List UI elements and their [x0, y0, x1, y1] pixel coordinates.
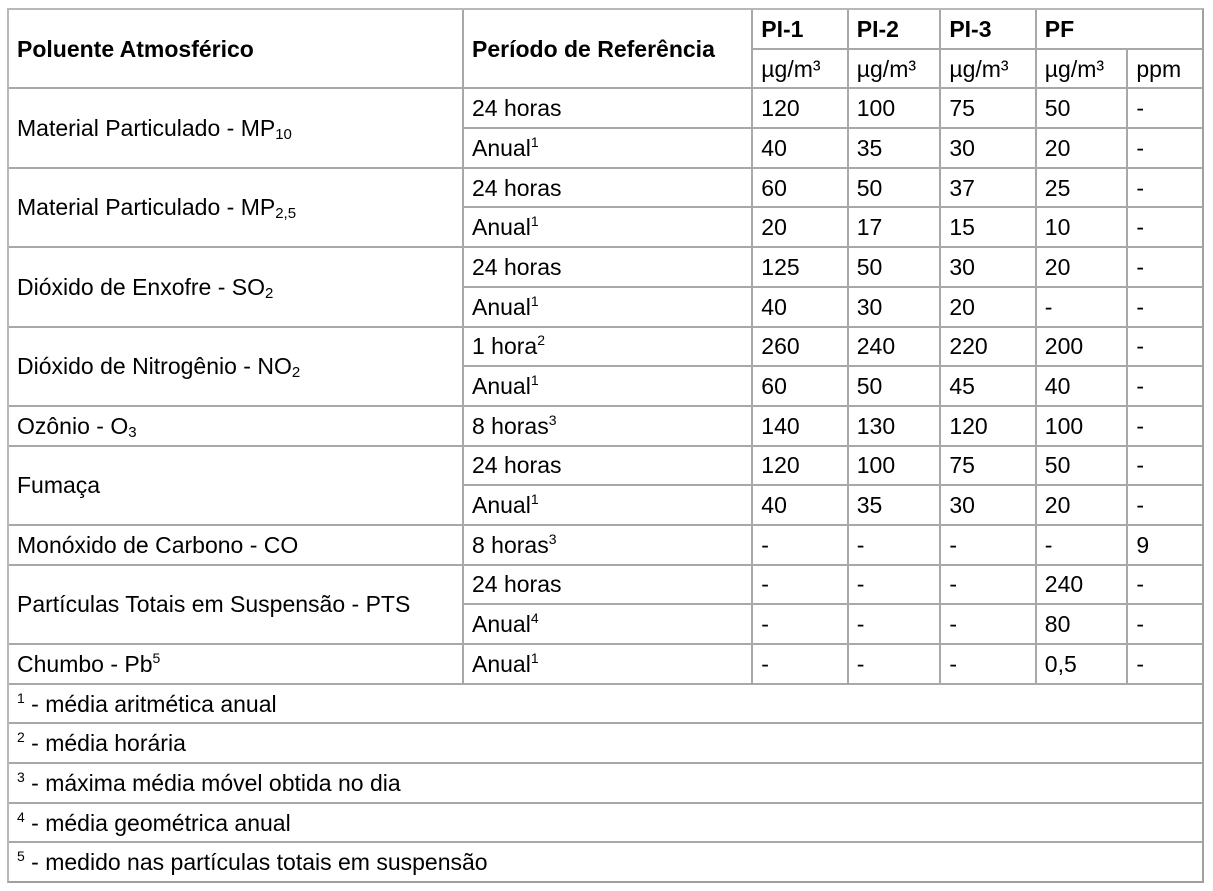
value-pf: 0,5 — [1037, 645, 1129, 685]
value-pi1: - — [753, 566, 848, 606]
period-footnote-mark: 1 — [530, 213, 539, 230]
footnote-row — [9, 843, 1202, 881]
pollutant-name: Partículas Totais em Suspensão - PTS — [17, 591, 411, 618]
pollutant-name: Dióxido de Enxofre - SO — [17, 273, 266, 300]
period-cell — [464, 645, 753, 685]
value-pi2: 130 — [849, 407, 942, 447]
footnote-cell — [9, 843, 1202, 881]
pollutant-cell — [9, 526, 464, 566]
value-pi3: - — [941, 645, 1036, 685]
pollutant-name: Dióxido de Nitrogênio - NO — [17, 353, 292, 380]
pollutant-cell — [9, 447, 464, 526]
period-cell — [464, 566, 753, 606]
period-label: Anual — [472, 134, 531, 161]
value-pi1: 120 — [753, 447, 848, 487]
air-quality-standards-table — [7, 8, 1204, 883]
value-ppm: - — [1128, 407, 1202, 447]
value-pf: 100 — [1037, 407, 1129, 447]
footnote-row — [9, 685, 1202, 725]
period-footnote-mark: 1 — [530, 649, 539, 666]
period-label: 24 horas — [472, 95, 562, 122]
pollutant-name: Chumbo - Pb — [17, 650, 153, 677]
value-pi3: - — [941, 605, 1036, 645]
header-pi1: PI-1 — [753, 10, 848, 50]
period-footnote-mark: 1 — [530, 292, 539, 309]
period-cell — [464, 367, 753, 407]
value-pi1: 20 — [753, 208, 848, 248]
footnote-mark: 2 — [17, 729, 25, 746]
footnote-text: - média aritmética anual — [24, 690, 277, 717]
value-pi3: 45 — [941, 367, 1036, 407]
value-pi2: - — [849, 526, 942, 566]
footnote-row — [9, 764, 1202, 804]
table-row — [9, 407, 1202, 447]
period-cell — [464, 605, 753, 645]
value-pi3: - — [941, 526, 1036, 566]
period-label: 8 horas — [472, 412, 549, 439]
footnote-mark: 3 — [17, 768, 25, 785]
period-label: Anual — [472, 214, 531, 241]
value-pf: 20 — [1037, 129, 1129, 169]
unit-pf-ug: µg/m³ — [1037, 50, 1129, 90]
period-footnote-mark: 3 — [548, 530, 557, 547]
footnote-cell — [9, 764, 1202, 804]
value-pi1: 120 — [753, 89, 848, 129]
pollutant-name: Material Particulado - MP — [17, 115, 276, 142]
value-pi3: 37 — [941, 169, 1036, 209]
value-ppm: - — [1128, 328, 1202, 368]
footnote-cell — [9, 804, 1202, 844]
pollutant-subscript: 2,5 — [275, 205, 297, 223]
period-cell — [464, 486, 753, 526]
value-pi2: 50 — [849, 169, 942, 209]
footnote-mark: 4 — [17, 808, 25, 825]
value-pi2: - — [849, 645, 942, 685]
footnote-mark: 5 — [17, 848, 25, 865]
period-footnote-mark: 2 — [537, 332, 546, 349]
pollutant-subscript: 2 — [291, 364, 301, 382]
value-pf: 80 — [1037, 605, 1129, 645]
period-cell — [464, 526, 753, 566]
value-pi3: 75 — [941, 89, 1036, 129]
footnote-cell — [9, 685, 1202, 725]
value-pi2: 30 — [849, 288, 942, 328]
value-pi3: 30 — [941, 129, 1036, 169]
value-pi1: 125 — [753, 248, 848, 288]
value-ppm: - — [1128, 248, 1202, 288]
period-footnote-mark: 3 — [548, 411, 557, 428]
value-pi3: 30 — [941, 486, 1036, 526]
value-pi2: 35 — [849, 129, 942, 169]
period-label: Anual — [472, 611, 531, 638]
period-cell — [464, 129, 753, 169]
pollutant-name: Monóxido de Carbono - CO — [17, 531, 299, 558]
value-ppm: - — [1128, 605, 1202, 645]
header-period: Período de Referência — [464, 10, 753, 89]
value-ppm: - — [1128, 169, 1202, 209]
period-label: 8 horas — [472, 531, 549, 558]
pollutant-subscript: 2 — [265, 284, 274, 302]
header-pi3: PI-3 — [941, 10, 1036, 50]
value-pi3: 15 — [941, 208, 1036, 248]
period-label: 24 horas — [472, 452, 562, 479]
period-footnote-mark: 1 — [530, 133, 539, 150]
value-pf: 50 — [1037, 89, 1129, 129]
value-pi3: 75 — [941, 447, 1036, 487]
footnote-text: - medido nas partículas totais em suspensão — [24, 849, 488, 876]
value-pf: 20 — [1037, 248, 1129, 288]
period-cell — [464, 288, 753, 328]
value-pi1: 140 — [753, 407, 848, 447]
value-pi2: 50 — [849, 248, 942, 288]
value-pi2: 17 — [849, 208, 942, 248]
period-cell — [464, 328, 753, 368]
value-pi1: 60 — [753, 169, 848, 209]
pollutant-cell — [9, 645, 464, 685]
pollutant-cell — [9, 328, 464, 407]
period-label: Anual — [472, 492, 531, 519]
period-label: Anual — [472, 373, 531, 400]
period-cell — [464, 248, 753, 288]
value-pi3: - — [941, 566, 1036, 606]
value-ppm: - — [1128, 208, 1202, 248]
value-pi2: 240 — [849, 328, 942, 368]
value-pf: 20 — [1037, 486, 1129, 526]
pollutant-name: Material Particulado - MP — [17, 194, 276, 221]
value-ppm: - — [1128, 645, 1202, 685]
value-pi1: 40 — [753, 486, 848, 526]
pollutant-subscript: 10 — [275, 126, 292, 144]
period-cell — [464, 89, 753, 129]
value-pf: 200 — [1037, 328, 1129, 368]
pollutant-cell — [9, 566, 464, 645]
value-pi1: 40 — [753, 288, 848, 328]
period-cell — [464, 208, 753, 248]
value-pf: 10 — [1037, 208, 1129, 248]
period-label: 24 horas — [472, 571, 562, 598]
unit-pi1: µg/m³ — [753, 50, 848, 90]
header-pf: PF — [1037, 10, 1202, 50]
value-ppm: - — [1128, 288, 1202, 328]
table-row — [9, 645, 1202, 685]
unit-pi3: µg/m³ — [941, 50, 1036, 90]
unit-pf-ppm: ppm — [1128, 50, 1202, 90]
period-label: 1 hora — [472, 333, 538, 360]
period-cell — [464, 169, 753, 209]
pollutant-name: Ozônio - O — [17, 412, 129, 439]
value-ppm: - — [1128, 486, 1202, 526]
value-pi3: 220 — [941, 328, 1036, 368]
period-cell — [464, 407, 753, 447]
pollutant-subscript: 3 — [128, 423, 137, 441]
footnote-text: - máxima média móvel obtida no dia — [24, 769, 401, 796]
table-row — [9, 447, 1202, 487]
table-row — [9, 566, 1202, 606]
value-ppm: - — [1128, 447, 1202, 487]
value-ppm: - — [1128, 367, 1202, 407]
pollutant-cell — [9, 89, 464, 168]
pollutant-cell — [9, 248, 464, 327]
value-pi1: - — [753, 645, 848, 685]
value-ppm: - — [1128, 129, 1202, 169]
value-pf: 25 — [1037, 169, 1129, 209]
value-pi1: 60 — [753, 367, 848, 407]
value-pi3: 120 — [941, 407, 1036, 447]
table-row — [9, 169, 1202, 209]
footnote-row — [9, 724, 1202, 764]
value-ppm: - — [1128, 89, 1202, 129]
value-pf: - — [1037, 288, 1129, 328]
table-row — [9, 526, 1202, 566]
value-pi1: 40 — [753, 129, 848, 169]
period-footnote-mark: 4 — [530, 610, 539, 627]
value-pf: 50 — [1037, 447, 1129, 487]
footnote-row — [9, 804, 1202, 844]
footnote-text: - média horária — [24, 730, 186, 757]
value-ppm: - — [1128, 566, 1202, 606]
period-label: 24 horas — [472, 253, 562, 280]
value-pf: 40 — [1037, 367, 1129, 407]
table-row — [9, 89, 1202, 129]
footnote-mark: 1 — [17, 689, 25, 706]
value-pi2: - — [849, 566, 942, 606]
value-pi2: 100 — [849, 89, 942, 129]
value-pi2: 50 — [849, 367, 942, 407]
footnote-text: - média geométrica anual — [24, 809, 291, 836]
header-pi2: PI-2 — [849, 10, 942, 50]
table-row — [9, 328, 1202, 368]
header-row-1 — [9, 10, 1202, 50]
pollutant-footnote-mark: 5 — [152, 649, 161, 666]
period-footnote-mark: 1 — [530, 491, 539, 508]
period-label: Anual — [472, 293, 531, 320]
pollutant-cell — [9, 407, 464, 447]
value-pi2: 100 — [849, 447, 942, 487]
value-pi1: 260 — [753, 328, 848, 368]
value-ppm: 9 — [1128, 526, 1202, 566]
period-label: 24 horas — [472, 174, 562, 201]
footnote-cell — [9, 724, 1202, 764]
table-row — [9, 248, 1202, 288]
value-pi1: - — [753, 526, 848, 566]
pollutant-name: Fumaça — [17, 472, 101, 499]
period-label: Anual — [472, 650, 531, 677]
value-pi3: 20 — [941, 288, 1036, 328]
value-pi2: 35 — [849, 486, 942, 526]
period-footnote-mark: 1 — [530, 372, 539, 389]
pollutant-cell — [9, 169, 464, 248]
value-pf: 240 — [1037, 566, 1129, 606]
value-pf: - — [1037, 526, 1129, 566]
unit-pi2: µg/m³ — [849, 50, 942, 90]
value-pi3: 30 — [941, 248, 1036, 288]
value-pi1: - — [753, 605, 848, 645]
period-cell — [464, 447, 753, 487]
value-pi2: - — [849, 605, 942, 645]
header-pollutant: Poluente Atmosférico — [9, 10, 464, 89]
